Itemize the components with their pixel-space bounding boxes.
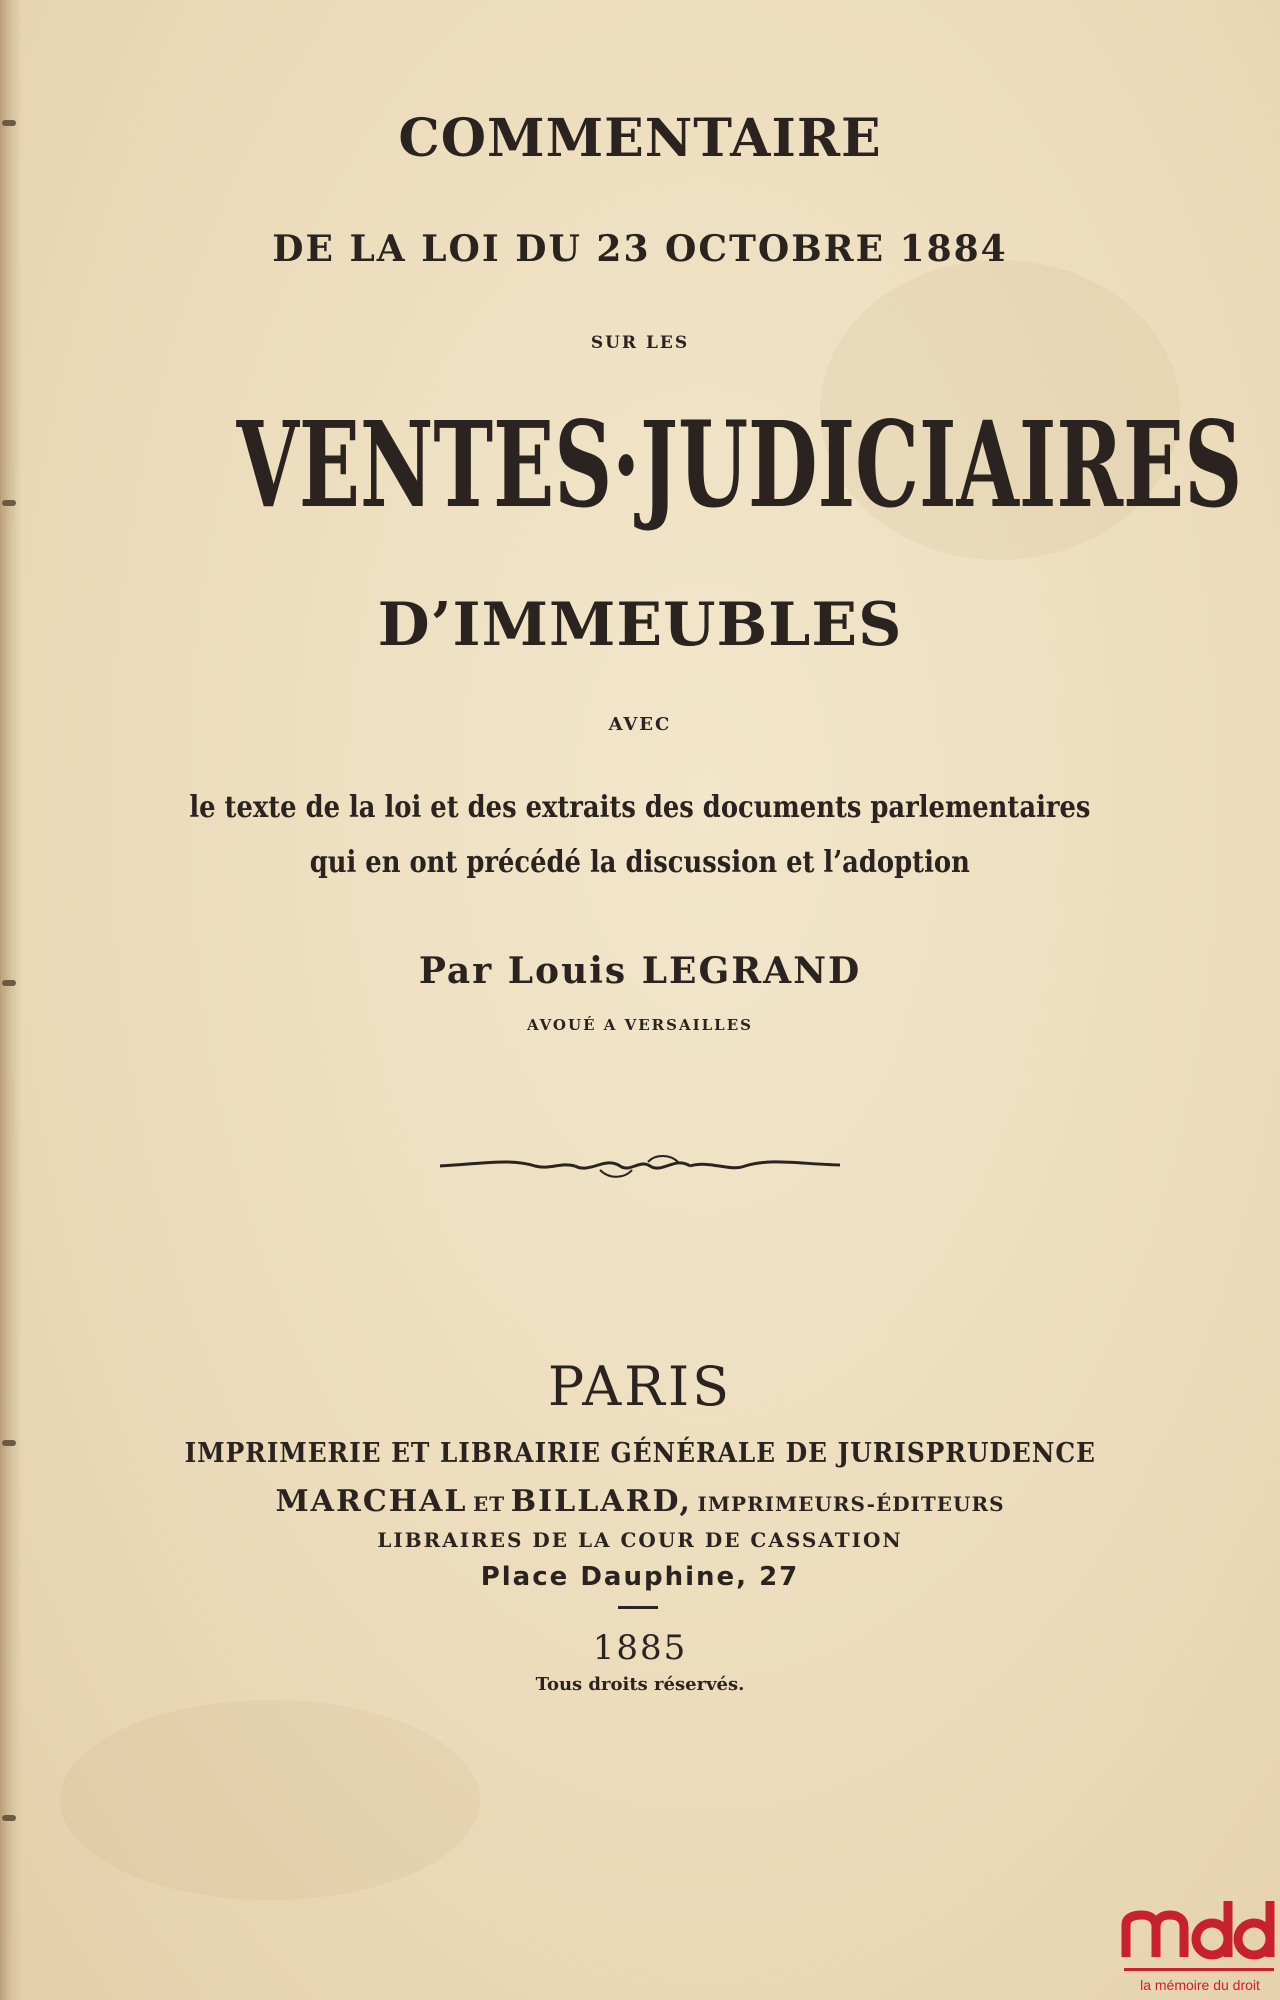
mdd-logo-icon [1120,1895,1280,1965]
binding-stitch [2,1815,16,1821]
sur-les-line: SUR LES [590,333,690,353]
imprint-printer: IMPRIMERIE ET LIBRAIRIE GÉNÉRALE DE JURISPRUDENCE [184,1438,1096,1469]
imprint-publishers [0,1484,1280,1519]
logo-underline [1124,1968,1274,1971]
description-line-2: qui en ont précédé la discussion et l’adoption [309,845,971,880]
publisher-name-2: BILLARD, [510,1484,692,1519]
law-line: DE LA LOI DU 23 OCTOBRE 1884 [272,228,1008,270]
publisher-name-1: MARCHAL [275,1484,468,1519]
rights-notice: Tous droits réservés. [535,1674,745,1695]
paper-stain [60,1700,480,1900]
publisher-and: ET [473,1492,506,1516]
publisher-role: IMPRIMEURS-ÉDITEURS [697,1492,1005,1516]
subtitle: D’IMMEUBLES [377,590,903,660]
author-title: AVOUÉ A VERSAILLES [527,1016,753,1034]
imprint-city: PARIS [547,1355,733,1418]
avec-line: AVEC [608,714,672,735]
imprint-libraires: LIBRAIRES DE LA COUR DE CASSATION [377,1528,903,1552]
mdd-watermark-logo [1120,1895,1280,2000]
heading-commentaire: COMMENTAIRE [398,108,882,169]
author-line: Par Louis LEGRAND [418,950,862,992]
separator-dash [618,1606,658,1609]
publication-year: 1885 [592,1628,688,1668]
page-spine-edge [0,0,22,2000]
description-line-1: le texte de la loi et des extraits des documents parlementaires [189,790,1091,825]
ornament-divider-icon [440,1148,840,1184]
logo-tagline: la mémoire du droit [1140,1977,1260,1993]
imprint-address: Place Dauphine, 27 [480,1562,800,1592]
main-title: VENTES·JUDICIAIRES [236,395,1243,534]
